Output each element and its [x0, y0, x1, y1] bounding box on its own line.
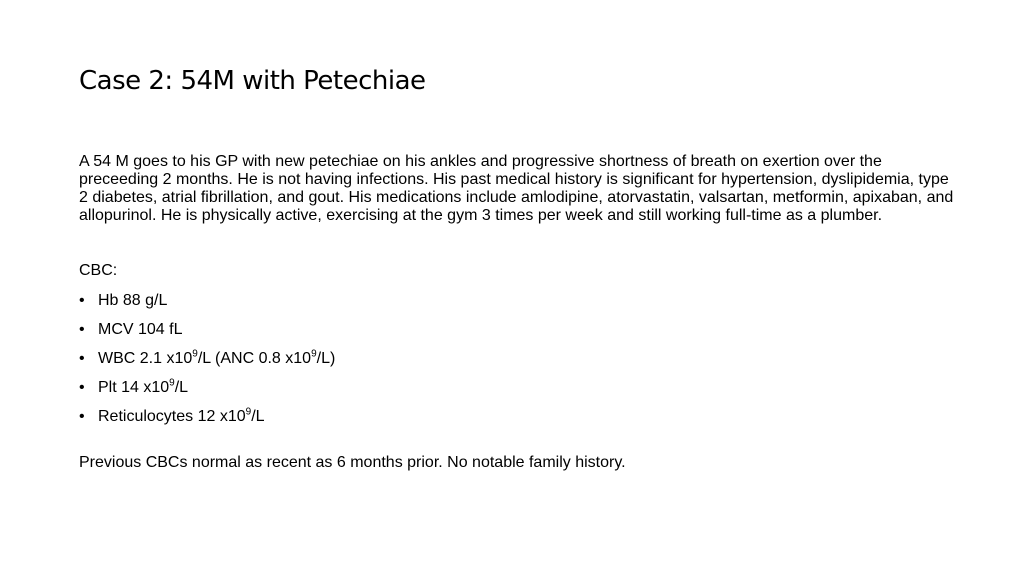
cbc-item-mcv: • MCV 104 fL — [79, 321, 183, 338]
bullet-icon: • — [79, 408, 85, 425]
cbc-item-hb: • Hb 88 g/L — [79, 292, 168, 309]
cbc-heading: CBC: — [79, 262, 118, 279]
slide-title: Case 2: 54M with Petechiae — [79, 66, 426, 96]
cbc-item-wbc: • WBC 2.1 $x10^9/L$ (ANC 0.8 $x10^9/L$) — [79, 348, 336, 367]
cbc-item-plt: • Plt 14 $x10^9/L$ — [79, 377, 189, 396]
slide-body — [79, 153, 959, 473]
bullet-icon: • — [79, 321, 85, 338]
history-note: Previous CBCs normal as recent as 6 months prior. No notable family history. — [79, 454, 626, 471]
bullet-icon: • — [79, 350, 85, 367]
bullet-icon: • — [79, 379, 85, 396]
cbc-item-reticulocytes: • Reticulocytes 12 $x10^9/L$ — [79, 406, 265, 425]
bullet-icon: • — [79, 292, 85, 309]
cbc-list — [79, 291, 959, 426]
case-description: A 54 M goes to his GP with new petechiae on his ankles and progressive shortness of breath on exertion over the preceeding 2 months. He is not having infections. His past medical history is significant for hypertension, dyslipidemia, type 2 diabetes, atrial fibrillation, and gout. His medications include amlodipine, atorvastatin, valsartan, metformin, apixaban, and allopurinol. He is physically active, exercising at the gym 3 times per week and still working full-time as a plumber. — [79, 153, 954, 224]
